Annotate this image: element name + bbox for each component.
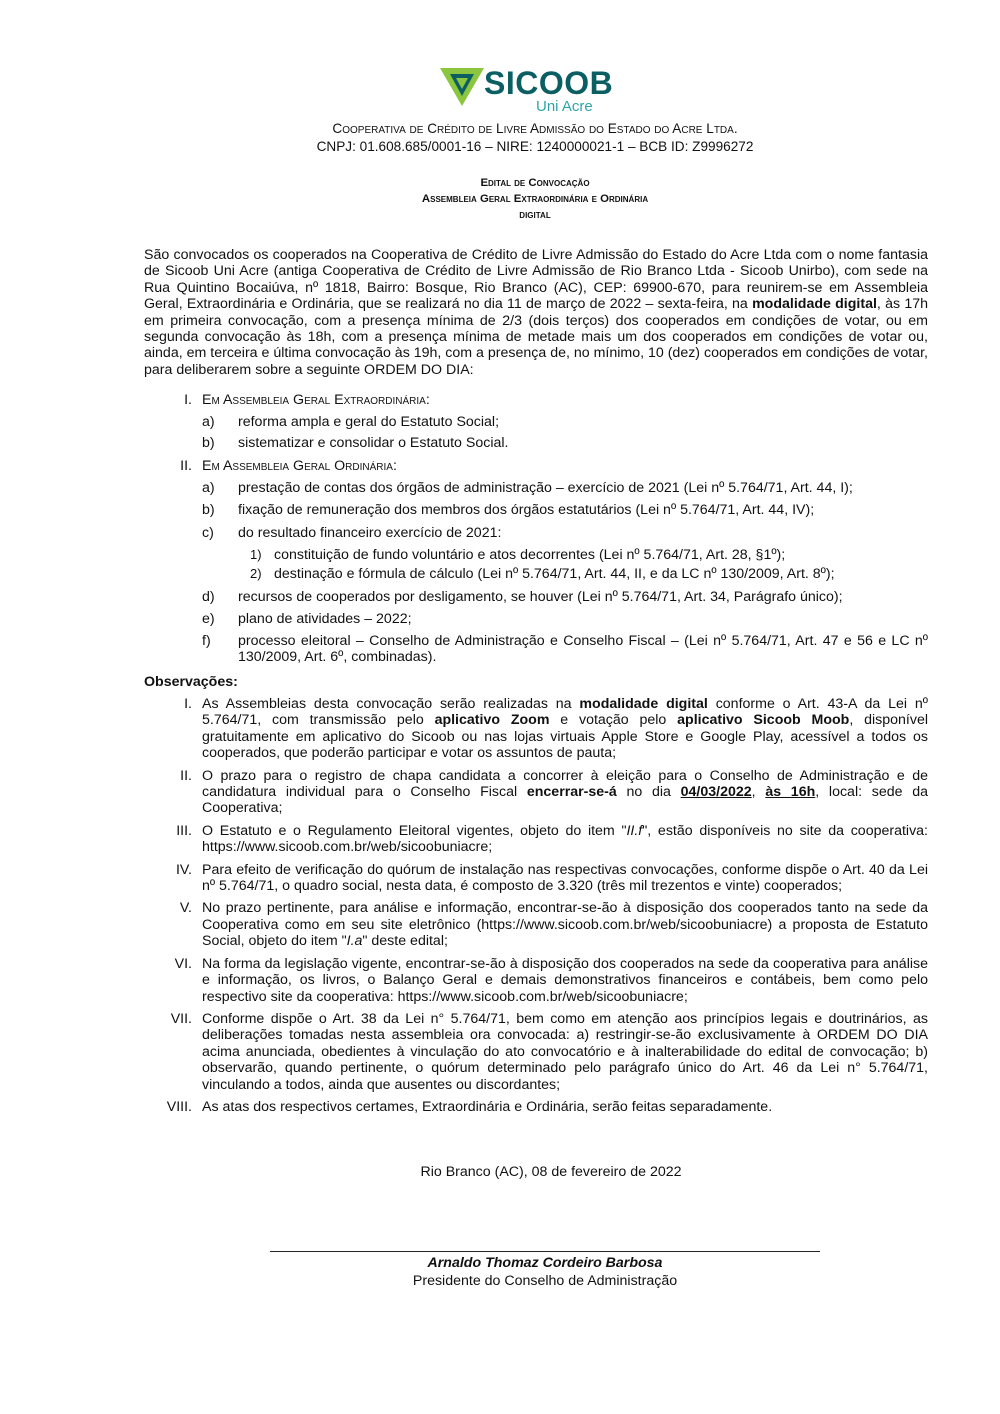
- intro-text-2: , às 17h em primeira convocação, com a presença mínima de 2/3 (dois terços) dos cooperados em condições de votar, ou em segunda convocação às 18h, com a presença mínima de metade mais um dos cooperados em condições de votar ou, ainda, em terceira e última convocação às 19h, com a presença de, no mínimo, 10 (dez) cooperados em condições de votar, para deliberarem sobre a seguinte ORDEM DO DIA:: [144, 296, 928, 378]
- text-run: No prazo pertinente, para análise e informação, encontrar-se-ão à disposição dos cooperados tanto na sede da Cooperativa como em seu site eletrônico (https://www.sicoob.com.br/web/sicoobuniacre) a proposta de Estatuto Social, objeto do item ": [202, 900, 928, 950]
- list-letter: d): [202, 589, 215, 605]
- list-item: [144, 414, 928, 435]
- observations: [144, 674, 928, 1115]
- list-item: [144, 480, 928, 502]
- list-number: VIII.: [166, 1098, 192, 1115]
- list-item: [144, 547, 928, 566]
- bold-run: encerrar-se-á: [526, 784, 617, 801]
- convocation-paragraph: [144, 247, 928, 378]
- bold-run: aplicativo Sicoob Moob: [677, 712, 850, 729]
- text-run: O prazo para o registro de chapa candidata a concorrer à eleição para o Conselho de Administração e de candidatura individual para o Conselho Fiscal: [202, 767, 928, 801]
- list-item: [144, 633, 928, 666]
- list-text: fixação de remuneração dos membros dos órgãos estatutários (Lei nº 5.764/71, Art. 44, IV);: [238, 502, 815, 518]
- text-run: no dia: [616, 784, 681, 801]
- list-number: 1): [250, 547, 262, 562]
- intro-text-1: São convocados os cooperados na Cooperativa de Crédito de Livre Admissão do Estado do Acre Ltda com o nome fantasia de Sicoob Uni Acre (antiga Cooperativa de Crédito de Livre Admissão de Rio Branco Ltda - Sicoob Unirbo), com sede na Rua Quintino Bocaiúva, nº 1818, Bairro: Bosque, Rio Branco (AC), CEP: 69900-670, para reunirem-se em Assembleia Geral, Extraordinária e Ordinária, que se realizará no dia 11 de março de 2022 – sexta-feira, na: [144, 247, 928, 313]
- agenda-section-i: [144, 392, 928, 414]
- bold-underlined-run: às 16h: [765, 784, 816, 801]
- list-text: plano de atividades – 2022;: [238, 611, 412, 627]
- company-name: Cooperativa de Crédito de Livre Admissão do Estado do Acre Ltda.: [332, 121, 738, 136]
- list-letter: a): [202, 414, 215, 430]
- italic-run: II.f: [626, 822, 643, 839]
- list-text: sistematizar e consolidar o Estatuto Social.: [238, 435, 509, 451]
- agenda-section-label: Em Assembleia Geral Ordinária:: [202, 458, 397, 474]
- observation-item: [144, 862, 928, 895]
- observation-item: [144, 1011, 928, 1093]
- observation-text: As atas dos respectivos certames, Extraordinária e Ordinária, serão feitas separadamente.: [202, 1098, 773, 1115]
- observation-text: Na forma da legislação vigente, encontrar-se-ão à disposição dos cooperados na sede da cooperativa para análise e informação, os livros, o Balanço Geral e demais demonstrativos financeiros e contábeis, bem como pelo respectivo site da cooperativa: https://www.sicoob.com.br/web/sicoobuniacre;: [202, 955, 928, 1005]
- sicoob-logo: [440, 65, 614, 118]
- list-number: II.: [180, 767, 192, 784]
- list-item: [144, 611, 928, 633]
- observation-item: [144, 1099, 928, 1115]
- observation-item: [144, 900, 928, 949]
- text-run: , local: sede da Cooperativa;: [202, 784, 929, 817]
- list-item: [144, 502, 928, 525]
- list-text: constituição de fundo voluntário e atos decorrentes (Lei nº 5.764/71, Art. 28, §1º);: [274, 547, 786, 563]
- text-run: conforme o Art. 43-A da Lei nº 5.764/71, com transmissão pelo: [202, 696, 928, 729]
- signatory-name: Arnaldo Thomaz Cordeiro Barbosa: [427, 1255, 663, 1271]
- document-subtitle: Assembleia Geral Extraordinária e Ordinária: [421, 193, 649, 205]
- bold-underlined-run: 04/03/2022: [680, 784, 752, 801]
- text-run: e votação pelo: [549, 712, 678, 729]
- observation-text: [144, 823, 928, 856]
- list-text: do resultado financeiro exercício de 2021:: [238, 525, 502, 541]
- list-item: [144, 525, 928, 547]
- logo-subtitle: Uni Acre: [536, 98, 593, 115]
- list-item: [144, 589, 928, 611]
- agenda-section-ii: [144, 458, 928, 480]
- agenda-list: [144, 392, 928, 666]
- list-letter: b): [202, 502, 215, 518]
- bold-run: modalidade digital: [579, 696, 708, 712]
- list-letter: a): [202, 480, 215, 496]
- observation-text: Conforme dispõe o Art. 38 da Lei n° 5.764/71, bem como em atenção aos princípios legais e doutrinários, as deliberações tomadas nesta assembleia ora convocada: a) restringir-se-ão exclusivamente à ORDEM DO DIA acima anunciada, obedientes à vinculação do ato convocatório e à inalterabilidade do edital de convocação; b) observarão, quando pertinente, o quórum determinado pelo parágrafo único do Art. 46 da Lei n° 5.764/71, vinculando a todos, ainda que ausentes ou discordantes;: [202, 1010, 928, 1093]
- list-number: VII.: [170, 1010, 192, 1027]
- list-number: V.: [179, 900, 192, 917]
- text-run: " deste edital;: [362, 933, 448, 950]
- list-number: I.: [184, 392, 192, 408]
- observation-item: [144, 823, 928, 856]
- document-mode: digital: [519, 209, 551, 221]
- list-number: III.: [176, 822, 192, 839]
- text-run: ", estão disponíveis no site da cooperativa: https://www.sicoob.com.br/web/sicoobuniacre;: [202, 822, 928, 856]
- observation-text: [144, 900, 928, 949]
- list-text: reforma ampla e geral do Estatuto Social;: [238, 414, 500, 430]
- observation-text: [144, 696, 928, 762]
- list-number: VI.: [174, 955, 192, 972]
- text-run: O Estatuto e o Regulamento Eleitoral vigentes, objeto do item ": [202, 822, 627, 839]
- signature-line: [270, 1251, 820, 1252]
- document-title: Edital de Convocação: [480, 177, 590, 189]
- list-item: [144, 435, 928, 458]
- observation-text: [144, 768, 928, 817]
- list-letter: b): [202, 435, 215, 451]
- list-text: processo eleitoral – Conselho de Administração e Conselho Fiscal – (Lei nº 5.764/71, Art. 47 e 56 e LC nº 130/2009, Art. 6º, combinadas).: [238, 633, 928, 666]
- list-letter: e): [202, 611, 215, 627]
- observation-item: [144, 768, 928, 817]
- observation-text: Para efeito de verificação do quórum de instalação nas respectivas convocações, conforme dispõe o Art. 40 da Lei nº 5.764/71, o quadro social, nesta data, é composto de 3.320 (três mil trezentos e vinte) cooperados;: [202, 861, 928, 895]
- sicoob-logo-icon: [440, 68, 484, 106]
- text-run: As Assembleias desta convocação serão realizadas na: [202, 696, 580, 712]
- observation-item: [144, 696, 928, 762]
- observation-item: [144, 956, 928, 1005]
- list-number: I.: [184, 696, 192, 712]
- signatory-role: Presidente do Conselho de Administração: [412, 1273, 678, 1289]
- bold-run: aplicativo Zoom: [434, 712, 550, 729]
- intro-bold: modalidade digital: [752, 296, 877, 313]
- list-letter: c): [202, 525, 214, 541]
- place-and-date: Rio Branco (AC), 08 de fevereiro de 2022: [420, 1164, 682, 1180]
- list-letter: f): [202, 633, 211, 649]
- list-text: recursos de cooperados por desligamento, se houver (Lei nº 5.764/71, Art. 34, Parágrafo único);: [238, 589, 843, 605]
- list-text: prestação de contas dos órgãos de administração – exercício de 2021 (Lei nº 5.764/71, Art. 44, I);: [238, 480, 853, 496]
- list-number: 2): [250, 566, 262, 581]
- text-run: , disponível gratuitamente em aplicativo do Sicoob ou nas lojas virtuais Apple Store e Google Play, acessível a todos os cooperados, que poderão participar e votar os assuntos de pauta;: [202, 712, 928, 762]
- list-item: [144, 566, 928, 589]
- list-text: destinação e fórmula de cálculo (Lei nº 5.764/71, Art. 44, II, e da LC nº 130/2009, Art. 8º);: [274, 566, 835, 582]
- logo-wordmark: SICOOB: [484, 65, 614, 101]
- agenda-section-label: Em Assembleia Geral Extraordinária:: [202, 392, 430, 408]
- text-run: ,: [751, 784, 766, 801]
- observations-heading: Observações:: [144, 674, 238, 690]
- list-number: II.: [180, 458, 192, 474]
- company-ids: CNPJ: 01.608.685/0001-16 – NIRE: 1240000021-1 – BCB ID: Z9996272: [316, 139, 754, 154]
- italic-run: I.a: [346, 933, 363, 950]
- list-number: IV.: [175, 861, 192, 878]
